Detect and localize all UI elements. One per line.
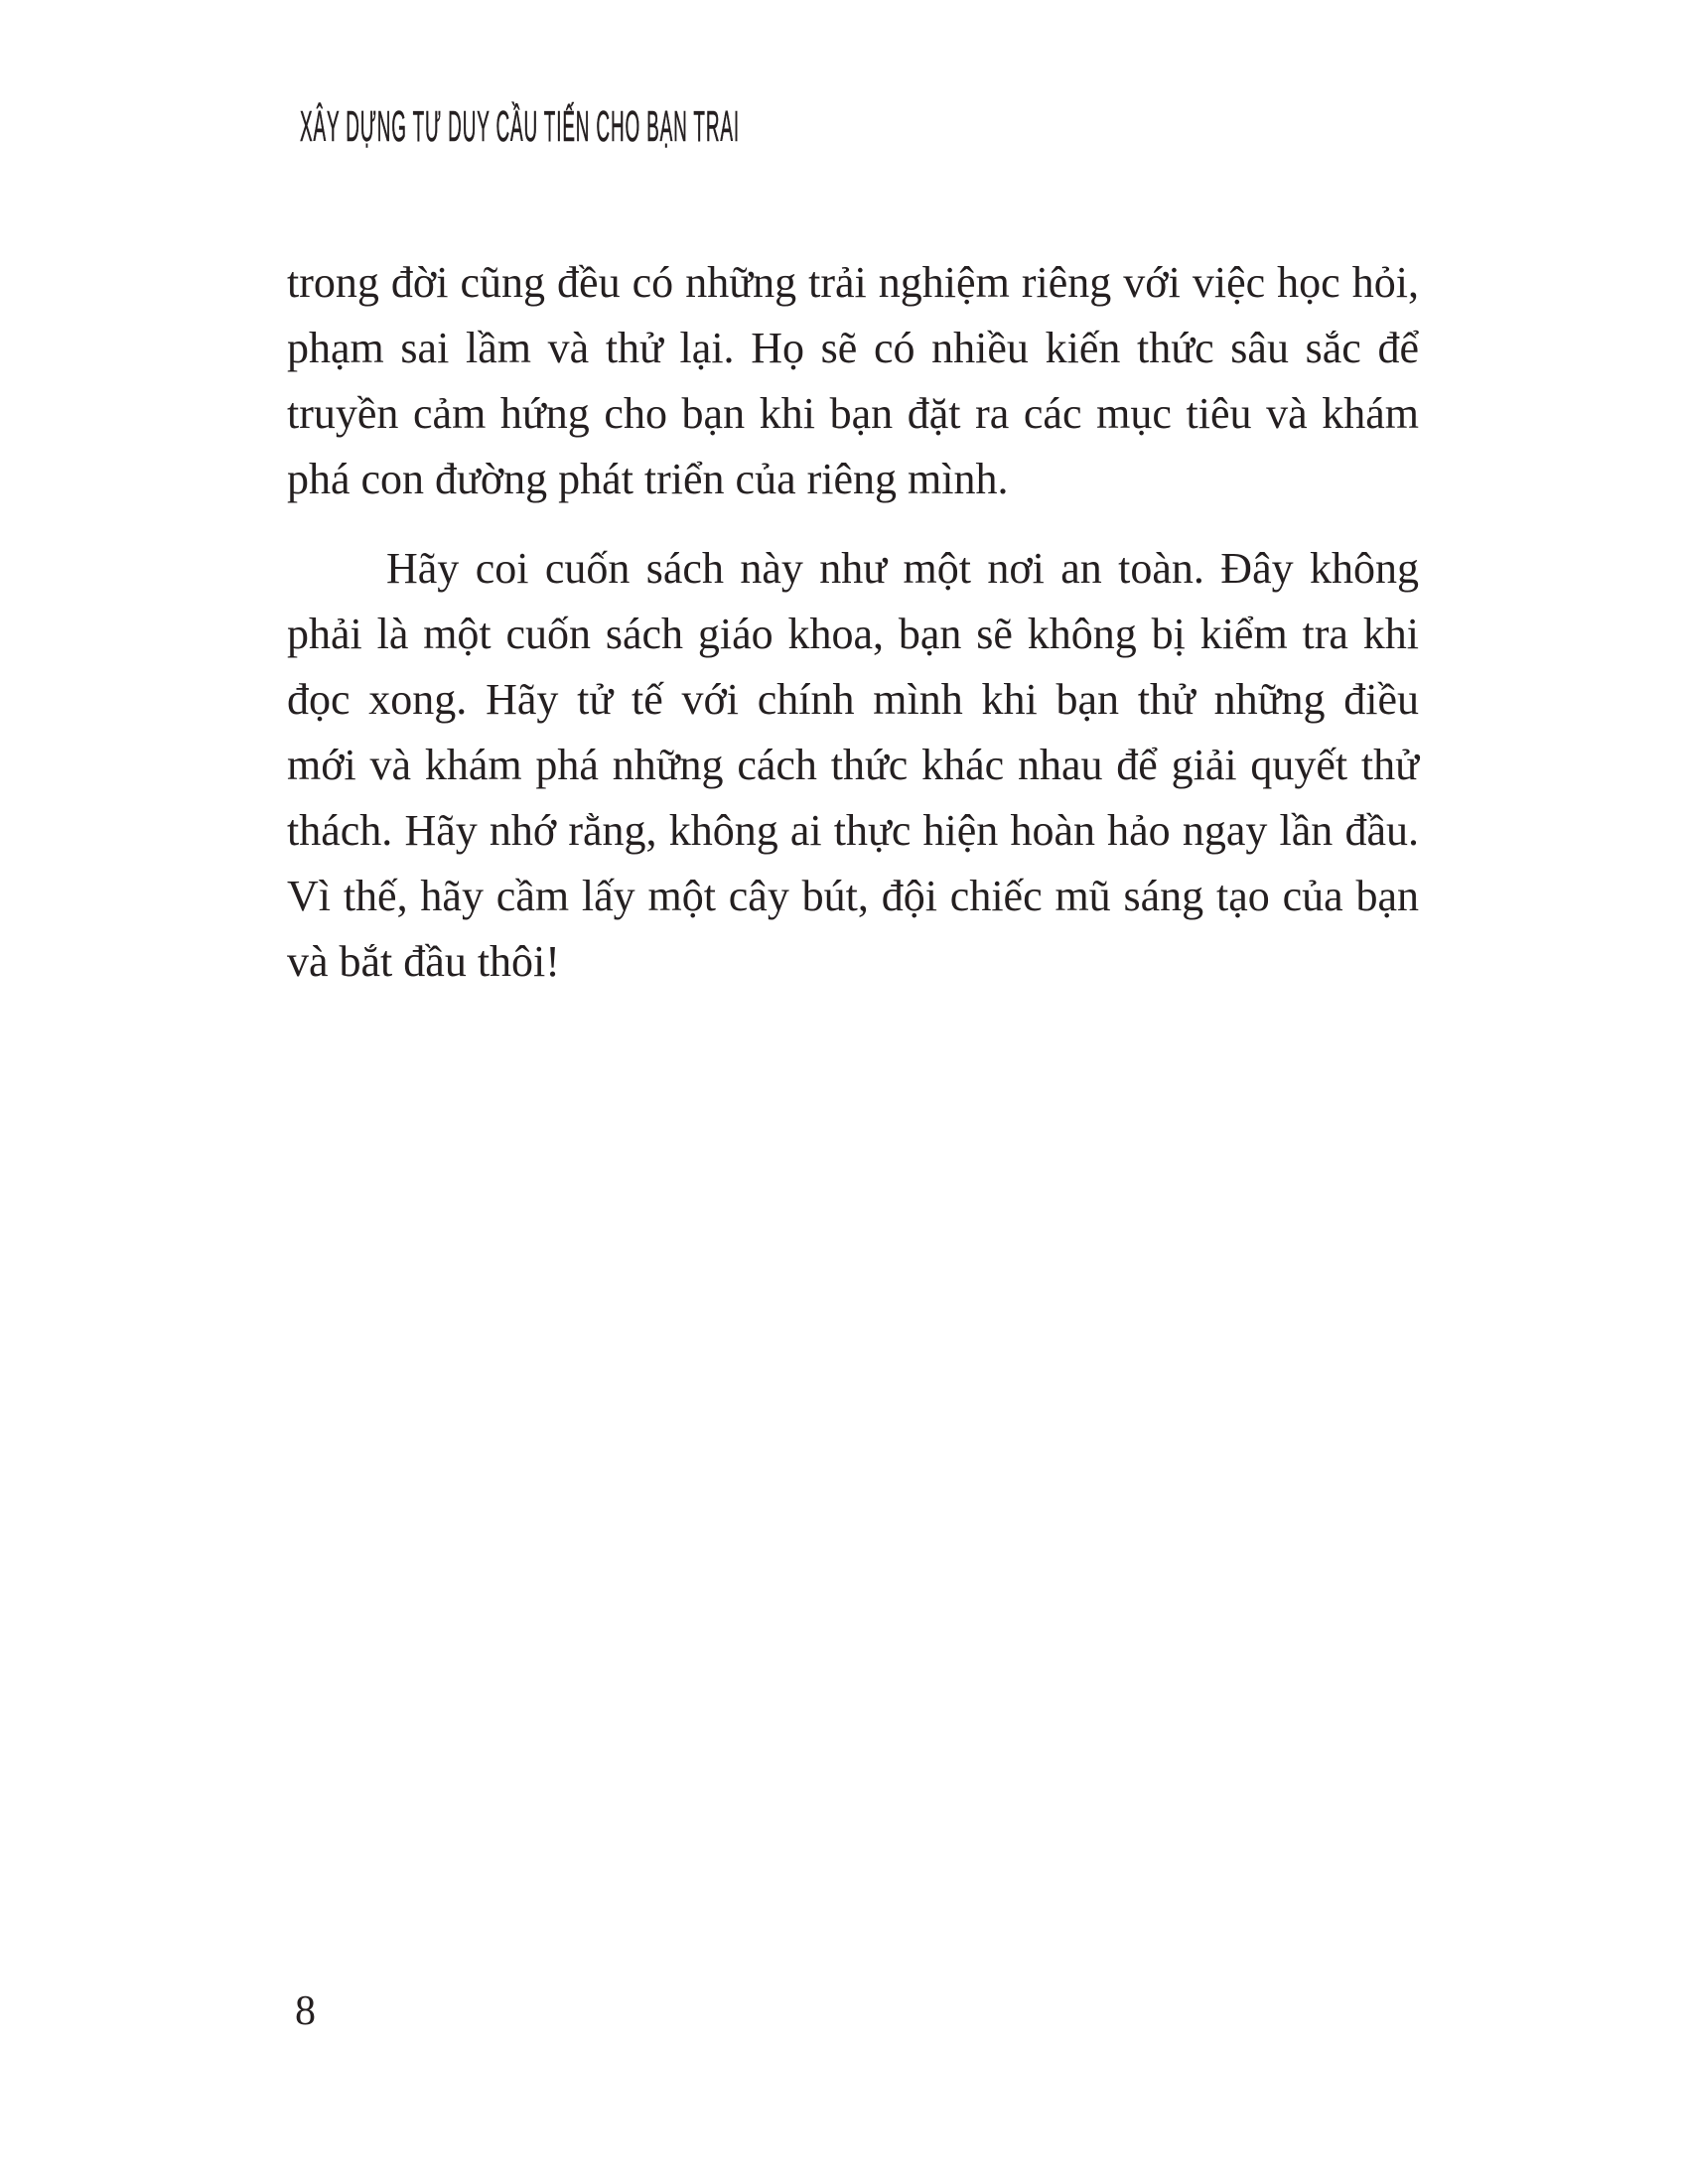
paragraph-2: [287, 536, 1419, 995]
paragraph-2-line-4: mới và khám phá những cách thức khác nhau để giải quyết thử: [287, 741, 1419, 789]
paragraph-1-line-1: trong đời cũng đều có những trải nghiệm riêng với việc học hỏi,: [287, 258, 1419, 307]
paragraph-2-line-7: và bắt đầu thôi!: [287, 937, 560, 986]
paragraph-1-line-3: truyền cảm hứng cho bạn khi bạn đặt ra các mục tiêu và khám: [287, 389, 1419, 438]
paragraph-1: [287, 250, 1419, 512]
paragraph-2-line-3: đọc xong. Hãy tử tế với chính mình khi bạn thử những điều: [287, 675, 1419, 724]
paragraph-1-line-2: phạm sai lầm và thử lại. Họ sẽ có nhiều kiến thức sâu sắc để: [287, 324, 1419, 372]
paragraph-2-line-5: thách. Hãy nhớ rằng, không ai thực hiện hoàn hảo ngay lần đầu.: [287, 806, 1419, 855]
paragraph-2-line-1: Hãy coi cuốn sách này như một nơi an toàn. Đây không: [386, 544, 1419, 593]
paragraph-2-line-2: phải là một cuốn sách giáo khoa, bạn sẽ không bị kiểm tra khi: [287, 610, 1419, 658]
paragraph-2-line-6: Vì thế, hãy cầm lấy một cây bút, đội chiếc mũ sáng tạo của bạn: [287, 872, 1419, 920]
paragraph-1-line-4: phá con đường phát triển của riêng mình.: [287, 455, 1009, 503]
page-number: 8: [295, 1988, 316, 2034]
body-text: [287, 250, 1419, 995]
running-header: XÂY DỰNG TƯ DUY CẦU TIẾN CHO BẠN TRAI: [300, 102, 740, 151]
